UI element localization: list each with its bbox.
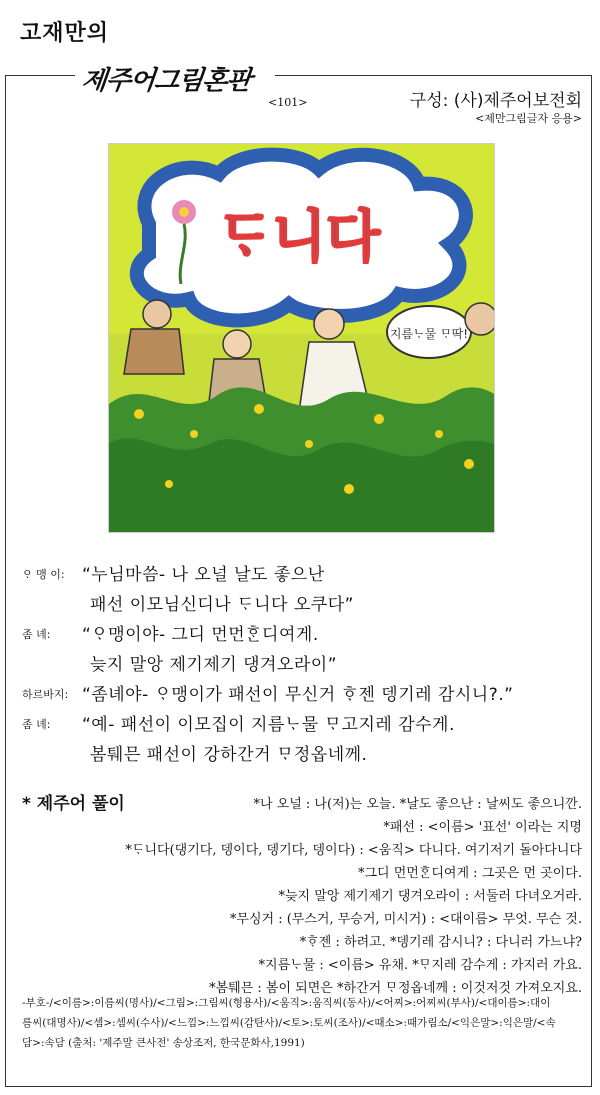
speech-text: “누님마씀- 나 오널 날도 좋으난 [82,565,325,585]
dialogue-line [22,650,582,680]
speaker-label: 좀 녜: [22,718,51,731]
credit-line: 구성: (사)제주어보전회 [409,91,582,111]
speech-text: 늦지 말앙 제기제기 댕겨오라이” [90,655,338,675]
dialogue-line [22,740,582,770]
glossary-heading: * 제주어 풀이 [22,794,125,814]
dialogue-line [22,560,582,590]
speech-text: “ᄋᆞ맹이야- 그디 먼먼ᄒᆞᆫ디여게. [82,625,319,645]
speech-bubble-text: 지름ᄂᆞ물 ᄆᆞ딱! [389,327,469,341]
glossary-line: *ᄃᆞ니다(댕기다, 뎅이다, 뎅기다, 뎅이다) : <움직> 다니다. 여기저기 돌아다니다 [125,843,582,858]
speaker-label: ᄋᆞ 맹 이: [22,568,65,581]
glossary-line: *그디 먼먼ᄒᆞᆫ디여게 : 그곳은 먼 곳이다. [357,866,582,881]
glossary-line: *지름ᄂᆞ물 : <이름> 유채. *ᄆᆞ지레 감수게 : 가지러 가요. [258,958,582,973]
grammar-legend [22,993,577,1053]
dialogue-line [22,590,582,620]
glossary-line: *늦지 말앙 제기제기 댕겨오라이 : 서둘러 다녀오거라. [278,889,582,904]
credit-subline: <제만그림글자 응용> [475,112,582,125]
glossary-line: *무싱거 : (무스거, 무승거, 미시거) : <대이름> 무엇. 무슨 것. [229,912,582,927]
glossary-line: *봄퉤믄 : 봄이 되면은 *하간거 ᄆᆞ정옵네께 : 이것저것 가져오지요. [209,981,582,996]
glossary-line: *ᄒᆞ젠 : 하려고. *뎅기레 감시니? : 다니러 가느냐? [299,935,582,950]
speech-text: 봄퉤믄 패선이 강하간거 ᄆᆞ정옵네께. [90,745,368,765]
speaker-label: 하르바지: [22,688,69,701]
column-title: 고재만의 [20,21,110,46]
dialogue-line [22,680,582,710]
illustration-title: ᄃᆞ니다 [217,205,381,270]
series-number: <101> [268,96,308,109]
dialogue-line [22,620,582,650]
glossary-line: *패선 : <이름> '표선' 이라는 지명 [383,820,582,835]
legend-line: -부호-/<이름>:이름씨(명사)/<그림>:그림씨(형용사)/<움직>:움직씨(동사)/<어찌>:어찌씨(부사)/<대이름>:대이 [22,997,551,1009]
dialogue-line [22,710,582,740]
speaker-label: 좀 녜: [22,628,51,641]
series-logo: 제주어그림혼판 [80,66,253,96]
speech-text: 패선 이모님신디나 ᄃᆞ니다 오쿠다” [90,595,354,615]
speech-text: “좀녜야- ᄋᆞ맹이가 패선이 무신거 ᄒᆞ젠 뎅기레 감시니?.” [82,685,514,705]
legend-line: 담>:속담 (출처: '제주말 큰사전' 송상조저, 한국문화사,1991) [22,1037,305,1049]
illustration-art [109,144,494,532]
illustration [108,143,495,533]
legend-line: 름씨(대명사)/<셈>:셈씨(수사)/<느낌>:느낌씨(감탄사)/<토>:토씨(조사)/<때소>:때가림소/<익은말>:익은말/<속 [22,1017,556,1029]
glossary-line: *나 오널 : 나(저)는 오늘. *날도 좋으난 : 날씨도 좋으니깐. [253,797,582,812]
speech-text: “예- 패선이 이모집이 지름ᄂᆞ물 ᄆᆞ고지레 감수게. [82,715,455,735]
